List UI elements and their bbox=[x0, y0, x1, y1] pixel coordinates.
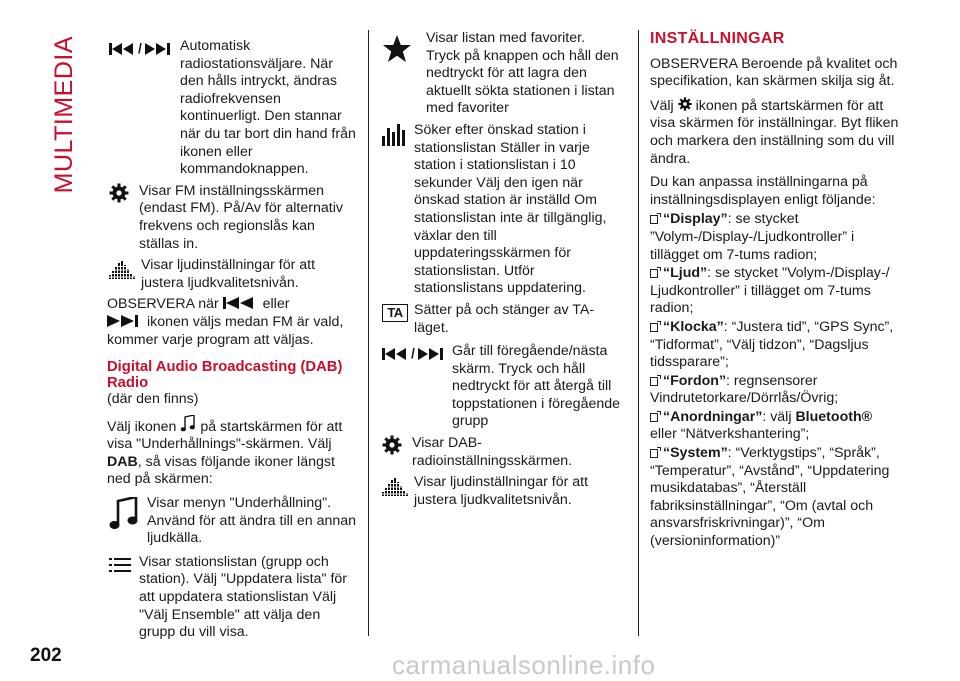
bullet-clock bbox=[650, 319, 900, 372]
bullet-title: “Ljud” bbox=[663, 265, 708, 282]
scan-description: Söker efter önskad station i stationslistan Ställer in varje station i stationslistan i 10 sekunder Välj den igen när önskad station är inställd Om stationslistan inte är tillgänglig, växlar den till uppdateringsskärmen för stationslistan. Utför stationslistans uppdatering. bbox=[414, 121, 607, 297]
skip-item bbox=[382, 343, 622, 431]
dab-settings-description: Visar DAB-radioinställningsskärmen. bbox=[412, 435, 573, 469]
settings-intro-a: Välj bbox=[650, 97, 674, 114]
bullet-text: : se stycket ”Volym-/Display-/Ljudkontroller” i tillägget om 7-tums radion; bbox=[650, 211, 855, 263]
dab-bold: DAB bbox=[107, 453, 138, 470]
bullet-text: : “Justera tid”, “GPS Sync”, “Tidformat”, “Välj tidzon”, “Dagsljus tidssparare”; bbox=[650, 318, 894, 371]
fm-note bbox=[107, 296, 357, 349]
dab-intro-a: Välj ikonen bbox=[107, 418, 177, 435]
skip-back-icon bbox=[109, 43, 135, 55]
list-icon bbox=[109, 558, 131, 572]
skip-forward-icon bbox=[107, 315, 143, 327]
bullet-text-2: eller “Nätverkshantering”; bbox=[650, 426, 810, 443]
station-list-description: Visar stationslistan (grupp och station). Välj "Uppdatera lista" för att uppdatera stationslistan Välj "Välj Ensemble" att välja den grupp du vill visa. bbox=[139, 553, 348, 641]
music-note-icon bbox=[109, 497, 139, 531]
audio-settings-item bbox=[107, 257, 357, 292]
bullet-icon bbox=[650, 413, 658, 422]
fm-settings-description: Visar FM inställningsskärmen (endast FM). På/Av för alternativ frekvens och regionslås kan ställas in. bbox=[139, 182, 343, 252]
section-side-label bbox=[50, 36, 79, 193]
scan-signal-icon bbox=[382, 124, 408, 146]
bullet-icon bbox=[650, 323, 658, 332]
audio-settings-item bbox=[382, 474, 622, 509]
gear-icon bbox=[678, 97, 692, 111]
bullet-text: : “Verktygstips”, “Språk”, “Temperatur”, “Avstånd”, “Uppdatering musikdatabas”, “Återställ fabriksinställningar”, “Om (avtal och ansvarsfriskrivningar)”, “Om (versioninformation)” bbox=[650, 445, 890, 550]
fm-settings-item bbox=[107, 183, 357, 253]
slash-separator: / bbox=[138, 40, 142, 56]
watermark: carmanualsonline.info bbox=[392, 650, 656, 680]
bullet-icon bbox=[650, 269, 658, 278]
bullet-display bbox=[650, 211, 900, 264]
bullet-bluetooth: Bluetooth® bbox=[795, 408, 873, 425]
settings-customize: Du kan anpassa inställningarna på inställningsdisplayen enligt följande: bbox=[650, 174, 876, 208]
side-label-text: MULTIMEDIA bbox=[50, 36, 78, 194]
skip-description: Automatisk radiostationsväljare. När den hålls intryckt, ändras radiofrekvensen kontinuerligt. Den stannar när du tar bort din hand från ikonen eller kommandoknappen. bbox=[180, 38, 356, 178]
gear-icon bbox=[382, 435, 402, 455]
ta-item bbox=[382, 302, 622, 337]
prev-next-icon bbox=[382, 345, 444, 363]
audio-settings-description: Visar ljudinställningar för att justera ljudkvalitetsnivån. bbox=[141, 257, 316, 291]
ta-description: Sätter på och stänger av TA-läget. bbox=[414, 301, 595, 336]
equalizer-icon bbox=[109, 261, 135, 279]
bullet-text: : välj bbox=[762, 408, 796, 425]
bullet-text: : regnsensorer Vindrutetorkare/Dörrlås/Övrig; bbox=[650, 372, 839, 407]
dab-settings-item bbox=[382, 435, 622, 470]
skip-back-icon bbox=[382, 348, 408, 360]
slash-separator: / bbox=[411, 345, 415, 362]
fm-note-post: ikonen väljs medan FM är vald, kommer varje program att väljas. bbox=[107, 313, 344, 348]
skip-item bbox=[107, 38, 357, 179]
column-2 bbox=[382, 30, 622, 513]
skip-forward-icon bbox=[145, 43, 171, 55]
scan-item bbox=[382, 122, 622, 298]
bullet-title: “Fordon” bbox=[663, 372, 727, 389]
bullet-icon bbox=[650, 215, 658, 224]
music-menu-item bbox=[107, 495, 357, 548]
music-note-icon bbox=[180, 415, 196, 433]
fm-note-pre: OBSERVERA när bbox=[107, 296, 219, 313]
star-icon bbox=[382, 34, 412, 64]
dab-intro-c: , så visas följande ikoner längst ned på skärmen: bbox=[107, 453, 335, 488]
bullet-title: “Display” bbox=[663, 211, 728, 228]
column-divider-left bbox=[368, 30, 369, 636]
settings-heading: INSTÄLLNINGAR bbox=[650, 30, 785, 47]
dab-subheading: (där den finns) bbox=[107, 391, 199, 408]
page-number: 202 bbox=[30, 645, 62, 666]
column-divider-right bbox=[638, 30, 639, 636]
bullet-title: “System” bbox=[663, 445, 728, 462]
bullet-text: : se stycket "Volym-/Display-/ Ljudkontroller” i tillägget om 7-tums radion; bbox=[650, 265, 890, 317]
dab-intro-b: på startskärmen för att visa "Underhållnings"-skärmen. Välj bbox=[107, 418, 343, 453]
skip-back-icon bbox=[223, 297, 259, 309]
music-menu-description: Visar menyn "Underhållning". Använd för att ändra till en annan ljudkälla. bbox=[147, 495, 357, 547]
settings-note: OBSERVERA Beroende på kvalitet och specifikation, kan skärmen skilja sig åt. bbox=[650, 55, 898, 90]
favorites-description: Visar listan med favoriter. Tryck på knappen och håll den nedtryckt för att lagra den aktuellt sökta stationen i listan med favoriter bbox=[426, 30, 619, 117]
bullet-vehicle bbox=[650, 373, 900, 408]
bullet-title: “Klocka” bbox=[663, 318, 724, 335]
station-list-item bbox=[107, 554, 357, 642]
bullet-devices bbox=[650, 409, 900, 444]
gear-icon bbox=[109, 183, 129, 203]
column-3 bbox=[650, 30, 900, 552]
audio-settings-description: Visar ljudinställningar för att justera ljudkvalitetsnivån. bbox=[414, 474, 589, 508]
fm-note-mid: eller bbox=[262, 296, 290, 313]
bullet-audio bbox=[650, 265, 900, 318]
settings-intro bbox=[650, 97, 900, 168]
bullet-icon bbox=[650, 377, 658, 386]
skip-forward-icon bbox=[418, 348, 444, 360]
bullet-icon bbox=[650, 449, 658, 458]
favorites-item bbox=[382, 30, 622, 118]
prev-next-icon bbox=[109, 40, 171, 58]
dab-intro bbox=[107, 415, 357, 489]
dab-heading: Digital Audio Broadcasting (DAB) Radio bbox=[107, 359, 343, 392]
bullet-title: “Anordningar” bbox=[663, 408, 763, 425]
skip-description: Går till föregående/nästa skärm. Tryck och håll nedtryckt för att återgå till toppstationen i föregående grupp bbox=[452, 343, 621, 430]
settings-intro-b: ikonen på startskärmen för att visa skärmen för inställningar. Byt fliken och markera den inställning som du vill ändra. bbox=[650, 97, 899, 167]
equalizer-icon bbox=[382, 478, 408, 496]
ta-icon: TA bbox=[382, 304, 408, 322]
bullet-system bbox=[650, 445, 900, 551]
column-1 bbox=[107, 30, 357, 646]
